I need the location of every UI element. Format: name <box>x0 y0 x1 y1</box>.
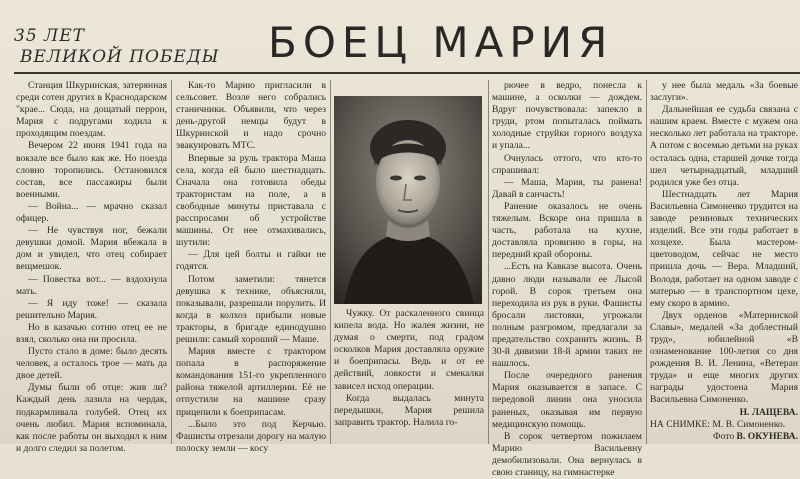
paragraph: Думы были об отце: жив ли? Каждый день лазила на чердак, подкармливала голубей. Отец их очень любил. Мария вспоминала, как после работы он выходил к ним и долго следил за полетом. <box>16 382 167 454</box>
anniversary-kicker <box>14 26 264 68</box>
paragraph: — Война... — мрачно сказал офицер. <box>16 200 167 225</box>
headline-rule <box>14 72 800 74</box>
paragraph: Очнулась оттого, что кто-то спрашивал: <box>492 152 642 176</box>
paragraph: Вечером 22 июня 1941 года на вокзале все было как же. Но поезда словно торопились. Остановился состав, все пассажиры были военными. <box>16 140 167 200</box>
paragraph: — Повестка вот... — вздохнула мать. <box>16 273 167 297</box>
paragraph: Двух орденов «Материнской Славы», медалей «За доблестный труд», юбилейной «В ознаменование 100-летия со дня рождения В. И. Ленина, «Ветеран труда» и еще многих других награды удостоена Мария Васильевна Симоненко. <box>650 309 798 406</box>
kicker-line-2: ВЕЛИКОЙ ПОБЕДЫ <box>20 47 220 67</box>
column-divider <box>330 80 331 444</box>
paragraph: Пусто стало в доме: было десять человек, а осталось трое — мать да двое детей. <box>16 346 167 382</box>
paragraph: — Не чувствуя ног, бежали девушки домой. Мария вбежала в дом и увидел, что отец собирает вещмешок. <box>16 225 167 273</box>
photo-credit-label: Фото <box>713 430 735 442</box>
paragraph: Мария вместе с трактором попала в распоряжение командования 151-го укрепленного района тяжелой артиллерии. Её не отпустили на машине сразу прицепили к боеприпасам. <box>176 346 326 418</box>
paragraph: Ранение оказалось не очень тяжелым. Вскоре она пришла в часть, работала на кухне, доставляла провизию в горы, на передний край обороны. <box>492 200 642 261</box>
paragraph: Дальнейшая ее судьба связана с нашим краем. Вместе с мужем она несколько лет работала на тракторе. А потом с восемью детьми на руках осталась одна, старшей дочке тогда шел четырнадцатый, младший родился уже без отца. <box>650 104 798 188</box>
column-divider <box>488 80 489 444</box>
photo-credit-name: В. ОКУНЕВА. <box>736 430 798 442</box>
paragraph: После очередного ранения Мария оказывается в запасе. С передовой линии она уносила раненых, оказывая им первую медицинскую помощь. <box>492 370 642 430</box>
article-headline: БОЕЦ МАРИЯ <box>268 18 614 67</box>
portrait-image <box>334 96 482 304</box>
paragraph: Когда выдалась минута передышки, Мария решила заправить трактор. Налила го- <box>334 392 484 428</box>
paragraph: — Я иду тоже! — сказала решительно Мария. <box>16 297 167 321</box>
photo-caption: НА СНИМКЕ: М. В. Симоненко. <box>650 418 786 430</box>
kicker-line-1: 35 ЛЕТ <box>14 26 85 46</box>
paragraph: Впервые за руль трактора Маша села, когда ей было шестнадцать. Сначала она готовила обеды трактористам на поле, а в свободные минуты приставала с расспросами об устройстве машины. От нее отмахивались, шутили: <box>176 152 326 249</box>
text-column-5 <box>650 80 798 444</box>
paragraph: — Для цей болты и гайки не годятся. <box>176 249 326 273</box>
paragraph: Потом заметили: тянется девушка к технике, объясняли, показывали, разрешали порулить. И когда в колхоз прибыли новые тракторы, в бригаде единодушно решили: самый хороший — Маше. <box>176 273 326 345</box>
paragraph: Чужку. От раскаленного свинца кипела вода. Но жалея жизни, не думая о смерти, под градом осколков Мария доставляла оружие и боеприпасы. Ведь и от ее действий, ловкости и смекалки зависел исход операции. <box>334 308 484 392</box>
text-column-4 <box>492 80 642 478</box>
column-divider <box>171 80 172 444</box>
paragraph: ...Есть на Кавказе высота. Очень давно люди называли ее Лысой горой. В сорок третьем она переходила из рук в руки. Фашисты бросали листовки, угрожали полным разгромом, предлагали за предательство сохранить жизнь. В 30-й дивизии 18-й армии таких не нашлось. <box>492 261 642 370</box>
text-column-3 <box>334 308 484 444</box>
paragraph: у нее была медаль «За боевые заслуги». <box>650 80 798 104</box>
author-signature: Н. ЛАЩЕВА. <box>739 406 798 418</box>
photo-credit <box>650 431 798 443</box>
paragraph: В сорок четвертом пожилаем Марию Васильевну демобилизовали. Она вернулась в свою станицу, на гимнастерке <box>492 430 642 478</box>
paragraph: ...Было это под Керчью. Фашисты отрезали дорогу на малую полоску земли — косу <box>176 418 326 454</box>
paragraph: Как-то Марию пригласили в сельсовет. Возле него собрались станичники. Объявили, что через день-другой немцы будут в Шкуринской и надо срочно эвакуировать МТС. <box>176 80 326 152</box>
paragraph: Станция Шкуринская, затерянная среди сотен других в Краснодарском "крае... Сюда, на дощатый перрон, Мария с подругами ходила к проходящим поездам. <box>16 80 167 140</box>
paragraph: — Маша, Мария, ты ранена! Давай в санчасть! <box>492 176 642 200</box>
paragraph: Шестнадцать лет Мария Васильевна Симоненко трудится на заводе резиновых технических изделий. Все эти годы работает в хозцехе. Была мастером-цветоводом, сейчас не место пришла дочь — Вера. Младший, Володя, работает на одном заводе с матерью — в транспортном цехе, ему скоро в армию. <box>650 188 798 309</box>
paragraph: Но в казачью сотню отец ее не взял, сколько она ни просила. <box>16 321 167 345</box>
text-column-1 <box>16 80 167 454</box>
text-column-2 <box>176 80 326 454</box>
paragraph: рючее в ведро, понесла к машине, а осколки — дождем. Вдруг почувствовала: запекло в груди, ртом попыталась поймать холодные струйки горного воздуха и упала... <box>492 80 642 152</box>
portrait-photo <box>334 96 482 304</box>
column-divider <box>646 80 647 444</box>
